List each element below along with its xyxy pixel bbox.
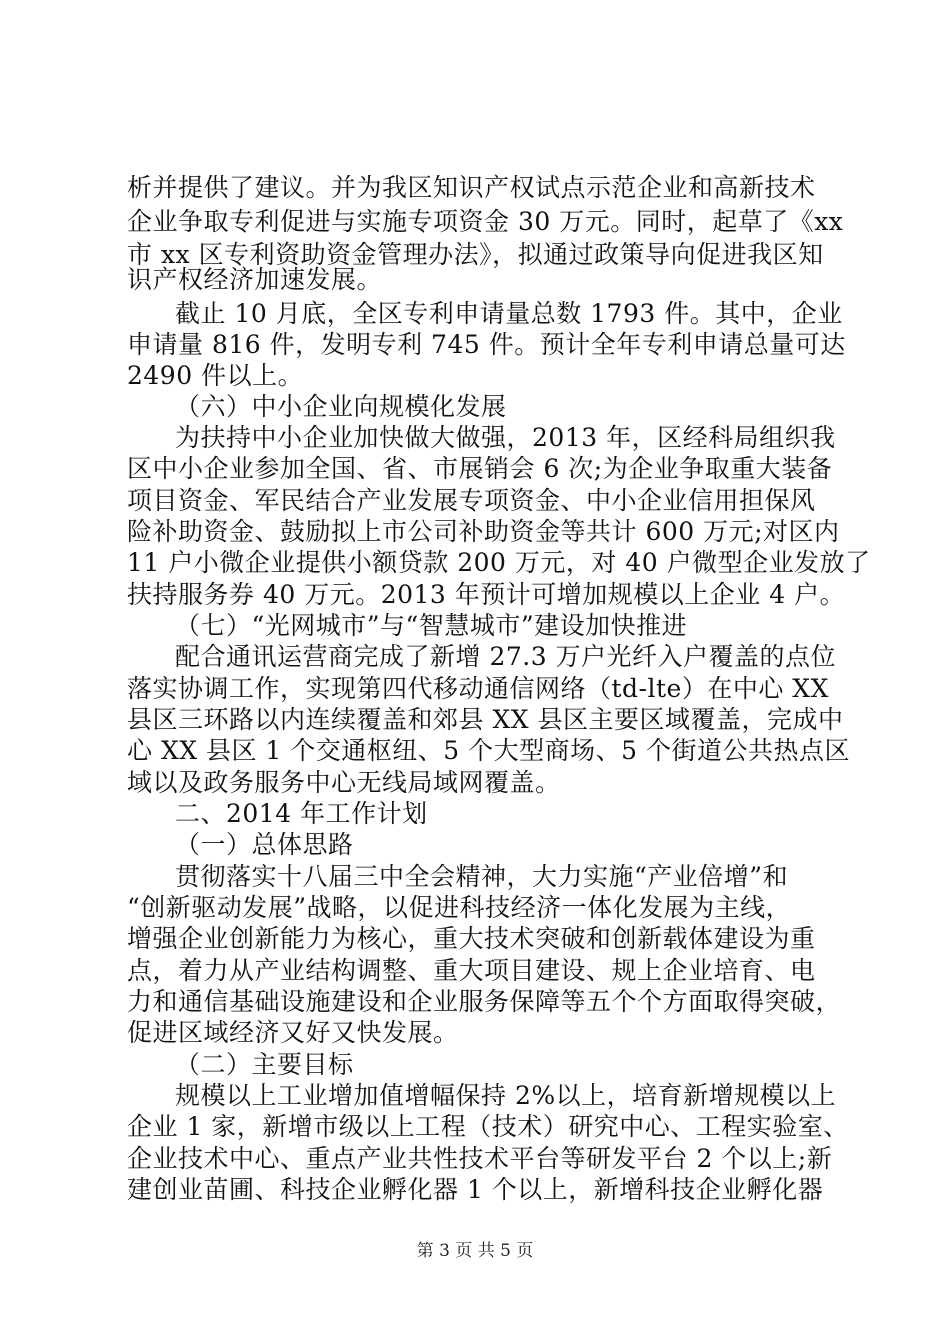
text-line: 11 户小微企业提供小额贷款 200 万元，对 40 户微型企业发放了 <box>127 548 871 577</box>
text-line: 扶持服务券 40 万元。2013 年预计可增加规模以上企业 4 户。 <box>127 580 846 609</box>
text-line: 申请量 816 件，发明专利 745 件。预计全年专利申请总量可达 <box>127 330 846 359</box>
text-line: 心 XX 县区 1 个交通枢纽、5 个大型商场、5 个街道公共热点区 <box>127 736 850 765</box>
text-line: 截止 10 月底，全区专利申请量总数 1793 件。其中，企业 <box>175 299 843 328</box>
text-line: 区中小企业参加全国、省、市展销会 6 次;为企业争取重大装备 <box>127 454 833 483</box>
text-line: 促进区域经济又好又快发展。 <box>127 1018 459 1047</box>
page-footer: 第 3 页 共 5 页 <box>416 1241 534 1261</box>
text-line: 增强企业创新能力为核心，重大技术突破和创新载体建设为重 <box>127 924 816 953</box>
text-line: 点，着力从产业结构调整、重大项目建设、规上企业培育、电 <box>127 956 816 985</box>
text-line: 力和通信基础设施建设和企业服务保障等五个个方面取得突破， <box>127 987 842 1016</box>
section-heading: （一）总体思路 <box>175 830 354 859</box>
text-line: 险补助资金、鼓励拟上市公司补助资金等共计 600 万元;对区内 <box>127 517 840 546</box>
text-line: 2490 件以上。 <box>127 361 304 390</box>
text-line: 建创业苗圃、科技企业孵化器 1 个以上，新增科技企业孵化器 <box>127 1175 824 1204</box>
text-line: 企业技术中心、重点产业共性技术平台等研发平台 2 个以上;新 <box>127 1144 833 1173</box>
text-line: 企业 1 家，新增市级以上工程（技术）研究中心、工程实验室、 <box>127 1112 849 1141</box>
section-heading: （六）中小企业向规模化发展 <box>175 392 507 421</box>
text-line: 贯彻落实十八届三中全会精神，大力实施“产业倍增”和 <box>175 862 789 891</box>
section-heading: 二、2014 年工作计划 <box>175 799 428 828</box>
text-line: 为扶持中小企业加快做大做强，2013 年，区经科局组织我 <box>175 423 836 452</box>
text-line: 配合通讯运营商完成了新增 27.3 万户光纤入户覆盖的点位 <box>175 642 837 671</box>
text-line: 域以及政务服务中心无线局域网覆盖。 <box>127 768 561 797</box>
text-line: “创新驱动发展”战略，以促进科技经济一体化发展为主线， <box>127 893 792 922</box>
section-heading: （二）主要目标 <box>175 1050 354 1079</box>
text-line: 规模以上工业增加值增幅保持 2%以上，培育新增规模以上 <box>175 1081 837 1110</box>
text-line: 落实协调工作，实现第四代移动通信网络（td-lte）在中心 XX <box>127 674 829 703</box>
text-line: 析并提供了建议。并为我区知识产权试点示范企业和高新技术 <box>127 173 816 202</box>
text-line: 识产权经济加速发展。 <box>127 265 383 294</box>
section-heading: （七）“光网城市”与“智慧城市”建设加快推进 <box>175 611 688 640</box>
text-line: 企业争取专利促进与实施专项资金 30 万元。同时，起草了《xx <box>127 207 844 236</box>
text-line: 县区三环路以内连续覆盖和郊县 XX 县区主要区域覆盖，完成中 <box>127 705 844 734</box>
text-line: 市 xx 区专利资助资金管理办法》，拟通过政策导向促进我区知 <box>127 240 824 269</box>
text-line: 项目资金、军民结合产业发展专项资金、中小企业信用担保风 <box>127 486 816 515</box>
